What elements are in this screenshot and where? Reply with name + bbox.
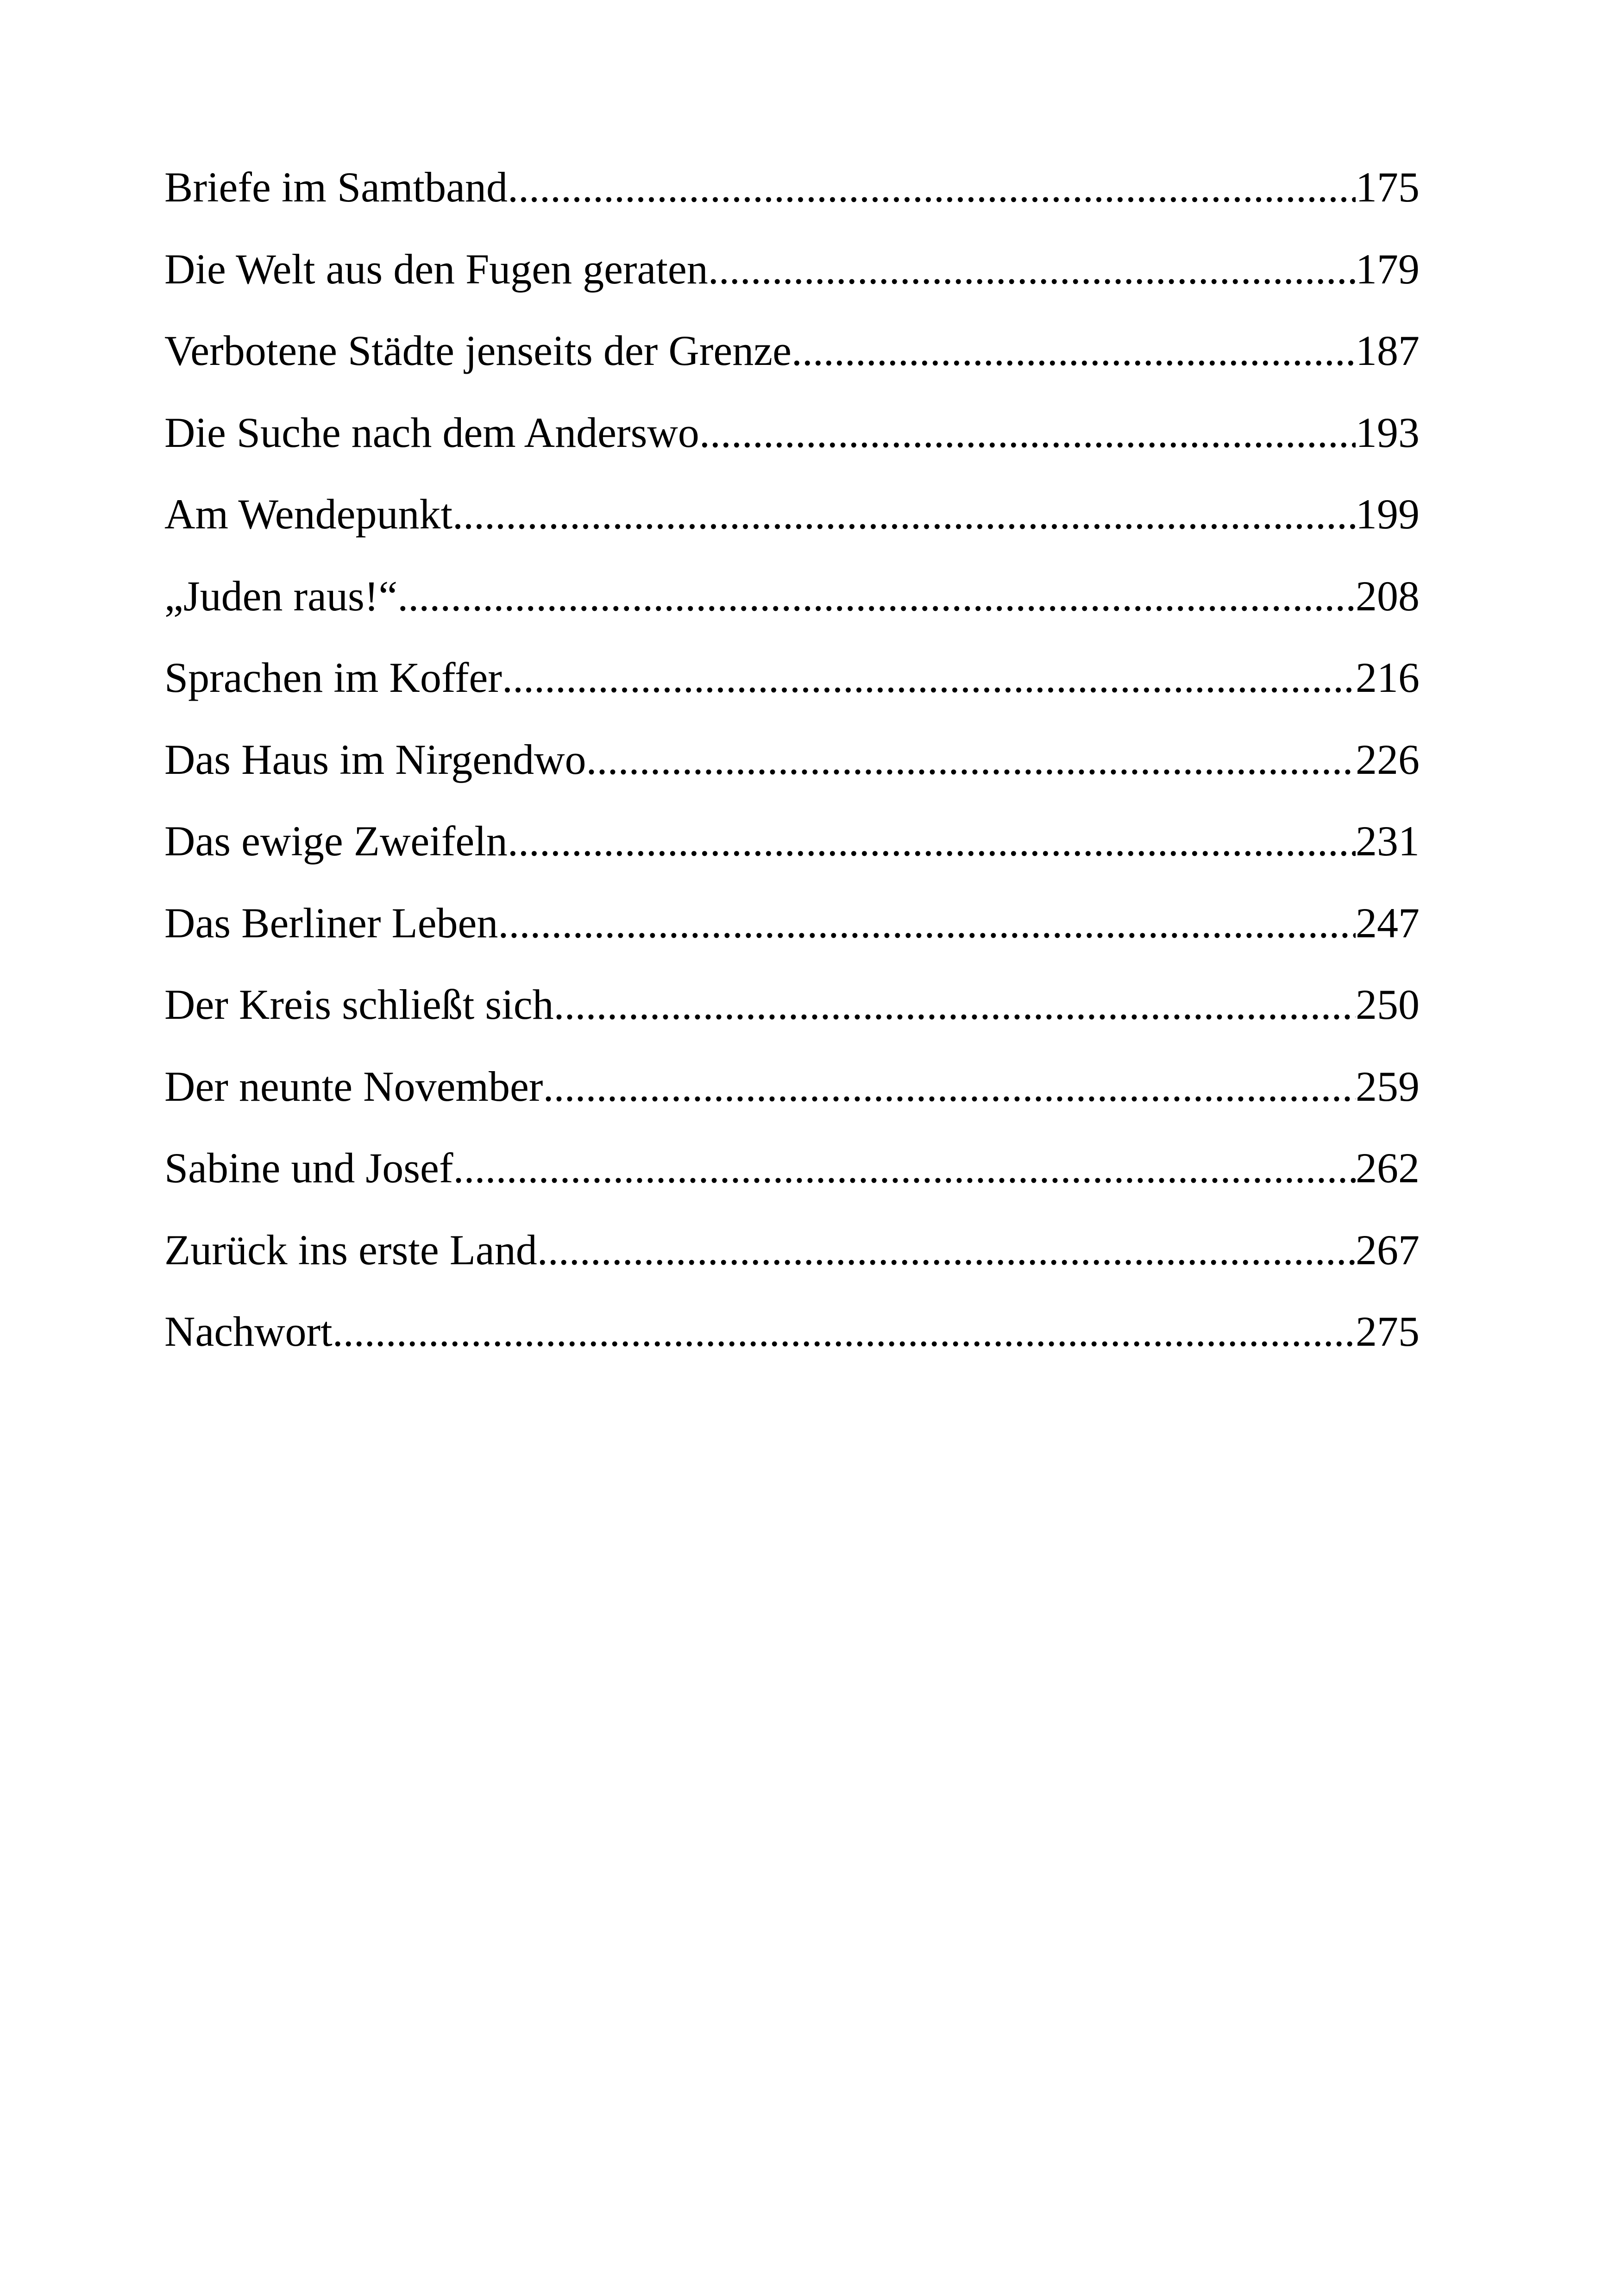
toc-dot-leader [554,983,1356,1026]
table-of-contents [164,163,1420,1392]
toc-entry-title: „Juden raus!“ [164,572,398,620]
toc-entry [164,408,1420,493]
toc-entry-page: 231 [1356,817,1420,865]
toc-entry-title: Am Wendepunkt [164,490,453,538]
toc-dot-leader [708,248,1356,290]
toc-entry-page: 187 [1356,327,1420,374]
toc-entry-page: 267 [1356,1226,1420,1273]
toc-entry-page: 208 [1356,572,1420,620]
toc-entry [164,1310,1420,1392]
toc-entry [164,899,1420,984]
toc-entry-page: 262 [1356,1144,1420,1192]
toc-entry [164,1062,1420,1147]
toc-dot-leader [508,820,1356,862]
toc-entry-page: 275 [1356,1308,1420,1355]
toc-entry-title: Briefe im Samtband [164,163,508,211]
toc-entry-page: 247 [1356,899,1420,947]
toc-entry-page: 179 [1356,245,1420,293]
toc-entry-page: 175 [1356,163,1420,211]
toc-entry [164,656,1420,738]
toc-dot-leader [452,493,1356,535]
toc-entry [164,1144,1420,1229]
toc-entry-title: Die Welt aus den Fugen geraten [164,245,708,293]
toc-entry [164,735,1420,820]
toc-entry-title: Der neunte November [164,1062,543,1110]
toc-entry [164,983,1420,1065]
toc-dot-leader [699,411,1356,454]
toc-entry-page: 259 [1356,1062,1420,1110]
toc-entry-title: Die Suche nach dem Anderswo [164,408,699,456]
toc-entry-page: 199 [1356,490,1420,538]
toc-entry-title: Nachwort [164,1308,333,1355]
toc-entry-title: Sabine und Josef [164,1144,453,1192]
toc-dot-leader [397,575,1356,617]
toc-entry-page: 216 [1356,654,1420,701]
toc-dot-leader [502,656,1356,699]
toc-dot-leader [792,329,1356,372]
toc-entry [164,163,1420,248]
toc-dot-leader [333,1310,1356,1353]
toc-dot-leader [537,1229,1356,1271]
toc-entry-title: Verbotene Städte jenseits der Grenze [164,327,792,374]
toc-entry-title: Zurück ins erste Land [164,1226,537,1273]
toc-entry-title: Sprachen im Koffer [164,654,502,701]
toc-entry-title: Das Berliner Leben [164,899,498,947]
toc-dot-leader [508,166,1356,208]
toc-dot-leader [543,1065,1356,1108]
toc-entry-title: Das Haus im Nirgendwo [164,735,586,783]
toc-dot-leader [498,902,1356,944]
toc-dot-leader [453,1147,1356,1189]
toc-entry-page: 193 [1356,408,1420,456]
toc-entry-page: 250 [1356,981,1420,1028]
toc-entry [164,245,1420,330]
toc-dot-leader [586,738,1356,781]
toc-entry [164,1226,1420,1311]
toc-entry [164,572,1420,657]
toc-entry-page: 226 [1356,735,1420,783]
toc-entry [164,490,1420,575]
toc-entry [164,329,1420,411]
toc-entry-title: Der Kreis schließt sich [164,981,554,1028]
toc-entry [164,817,1420,902]
toc-entry-title: Das ewige Zweifeln [164,817,508,865]
